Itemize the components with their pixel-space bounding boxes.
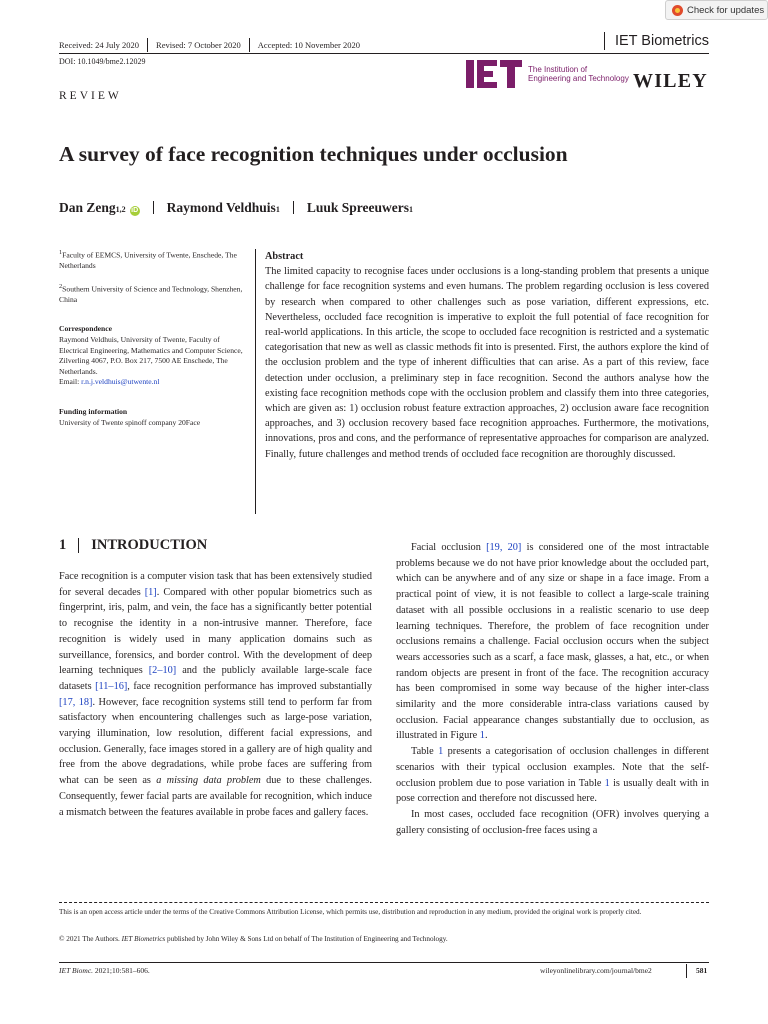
author-affiliation: 1,2	[115, 205, 126, 214]
author-affiliation: 1	[408, 205, 413, 214]
wiley-logo: WILEY	[633, 70, 708, 92]
italic-term: a missing data problem	[156, 775, 261, 787]
footer-citation: IET Biomc. 2021;10:581–606.	[59, 966, 150, 975]
section-title: INTRODUCTION	[91, 537, 208, 553]
accepted-date: Accepted: 10 November 2020	[257, 40, 360, 50]
divider	[686, 964, 687, 978]
table-link[interactable]: 1	[604, 777, 610, 789]
affiliation: $^1$Faculty of EEMCS, University of Twente, Enschede, The Netherlands	[59, 249, 237, 271]
article-dates	[59, 38, 360, 52]
iet-logo	[466, 60, 629, 88]
citation-link[interactable]: [11–16]	[95, 680, 128, 692]
figure-link[interactable]: 1	[479, 730, 485, 742]
footer-rule	[59, 962, 709, 963]
author-name[interactable]: Dan Zeng	[59, 200, 116, 215]
orcid-icon[interactable]: iD	[131, 207, 139, 214]
doi[interactable]: DOI: 10.1049/bme2.12029	[59, 57, 146, 66]
journal-title: IET Biometrics	[614, 33, 709, 49]
paragraph: In most cases, occluded face recognition (OFR) involves querying a gallery consisting of occlusion-free faces using a	[396, 808, 709, 836]
section-number: 1	[59, 537, 67, 553]
iet-line-2: Engineering and Technology	[528, 74, 629, 83]
citation-link[interactable]: [19, 20]	[486, 542, 522, 553]
citation-link[interactable]: [17, 18]	[59, 696, 93, 708]
paragraph: Facial occlusion [19, 20] is considered one of the most intractable problems because we do not have prior knowledge about the occluded part, which can be anywhere and of any size or shape in a face image. From a practical point of view, it is not feasible to collect a large-scale training dataset with all possible occlusions in a realistic scenario to use deep learning techniques. Therefore, the problem of face recognition under occlusions remains a challenge. Facial occlusion occurs when the subject wears accessories such as a scarf, a face mask, glasses, a hat, etc., or when random objects are present in front of the face. The recognition accuracy has been compromised in some way because of the higher inter-class similarity and the more considerable intra-class variations caused by occlusion. Facial appearance changes substantially due to occlusion, as illustrated in Figure 1.	[396, 542, 709, 742]
email-link[interactable]: r.n.j.veldhuis@utwente.nl	[81, 377, 160, 387]
header-rule	[59, 53, 709, 54]
abstract-text: The limited capacity to recognise faces under occlusions is a long-standing problem that presents a unique challenge for face recognition systems and even humans. The problem regarding occlusion is less covered by research when compared to other challenges such as pose variation, different expressions, etc. Nevertheless, occluded face recognition is imperative to exploit the full potential of face recognition for real-world applications. In this article, the scope to occluded face recognition is restricted and a systematic categorisation that new as well as classic methods fit into is presented. First, the authors explore the kind of the occlusion problem and the type of inherent difficulties that can arise. As a part of this review, face detection under occlusion, a preliminary step in face recognition. Second the authors analyse how the existing face recognition methods cope with the occlusion problem and classify them into three categories, which are given as: 1) occlusion robust feature extraction approaches, 2) occlusion aware face recognition approaches, and 3) occlusion recovery based face recognition approaches. Furthermore, the motivations, innovations, pros and cons, and the performance of representative approaches for comparison are analyzed. Finally, future challenges and method trends of occluded face recognition are thoroughly discussed.	[265, 266, 709, 460]
correspondence-heading: Correspondence	[59, 324, 113, 334]
paragraph: Face recognition is a computer vision task that has been extensively studied for several decades [1]. Compared with other popular biometrics such as fingerprint, iris, palm, and vein, the face has a significantly better potential to recognise the identity in a non-intrusive manner. Therefore, face recognition is widely used in many application domains such as surveillance, forensics, and border control. With the development of deep learning techniques [2–10] and the publicly available large-scale face datasets [11–16], face recognition performance has improved substantially [17, 18]. However, face recognition systems still tend to perform far from satisfactory when encountering challenges such as large-pose variation, varying illumination, low resolution, different facial expressions, and occlusion. Generally, face images stored in a gallery are of high quality and free from the above degradations, while probe faces are suffering from what can be seen as a missing data problem due to these challenges. Consequently, fewer facial parts are available for recognition, which induce a mismatch between the features available in probe faces and gallery faces.	[59, 571, 373, 818]
funding-heading: Funding information	[59, 407, 128, 416]
right-column	[396, 540, 709, 838]
footer-url[interactable]: wileyonlinelibrary.com/journal/bme2	[540, 966, 652, 975]
paragraph: Table 1 presents a categorisation of occlusion challenges in different scenarios with their typical occlusion examples. Note that the self-occlusion problem due to pose variation in Table 1 is usually dealt with in pose correction and therefore not discussed here.	[396, 746, 710, 805]
license-note: This is an open access article under the terms of the Creative Commons Attribution License, which permits use, distribution and reproduction in any medium, provided the original work is properly cited.	[59, 908, 642, 916]
divider	[604, 32, 605, 50]
divider	[293, 201, 294, 214]
citation-link[interactable]: [1]	[144, 586, 157, 598]
journal-name	[604, 32, 709, 50]
page-title: A survey of face recognition techniques under occlusion	[59, 142, 568, 166]
author-name[interactable]: Luuk Spreeuwers	[306, 200, 409, 215]
copyright-note: © 2021 The Authors. IET Biometrics published by John Wiley & Sons Ltd on behalf of The Institution of Engineering and Technology.	[59, 935, 448, 943]
iet-line-1: The Institution of	[528, 64, 588, 74]
divider	[78, 538, 79, 553]
article-type: REVIEW	[59, 90, 122, 102]
author-affiliation: 1	[275, 205, 280, 214]
funding-text: University of Twente spinoff company 20Face	[59, 417, 201, 427]
authors	[59, 199, 413, 216]
section-heading	[59, 537, 207, 554]
correspondence-text: Raymond Veldhuis, University of Twente, Faculty of Electrical Engineering, Mathematics and Computer Science, Zilverling 4067, P.O. Box 217, 7500 AE Enschede, The Netherlands. Email: r.n.j.veldhuis@utwente.nl	[59, 335, 243, 387]
page-number: 581	[696, 966, 708, 975]
citation-link[interactable]: [2–10]	[148, 665, 177, 677]
author-name[interactable]: Raymond Veldhuis	[166, 200, 276, 215]
abstract-divider	[255, 249, 256, 514]
left-column	[59, 569, 372, 820]
check-updates-icon	[672, 5, 683, 16]
footnote-rule	[59, 902, 709, 903]
divider	[147, 38, 148, 52]
divider	[249, 38, 250, 52]
affiliation: $^2$Southern University of Science and Technology, Shenzhen, China	[59, 282, 243, 304]
divider	[153, 201, 154, 214]
check-updates-label: Check for updates	[687, 4, 765, 16]
abstract-heading: Abstract	[265, 251, 304, 262]
received-date: Received: 24 July 2020	[59, 40, 140, 50]
abstract	[265, 249, 709, 462]
check-for-updates-button[interactable]	[665, 0, 768, 20]
iet-logo-text	[528, 65, 629, 84]
iet-logo-mark	[466, 60, 522, 88]
revised-date: Revised: 7 October 2020	[156, 40, 241, 50]
table-link[interactable]: 1	[438, 746, 444, 758]
article-info-sidebar	[59, 248, 249, 438]
